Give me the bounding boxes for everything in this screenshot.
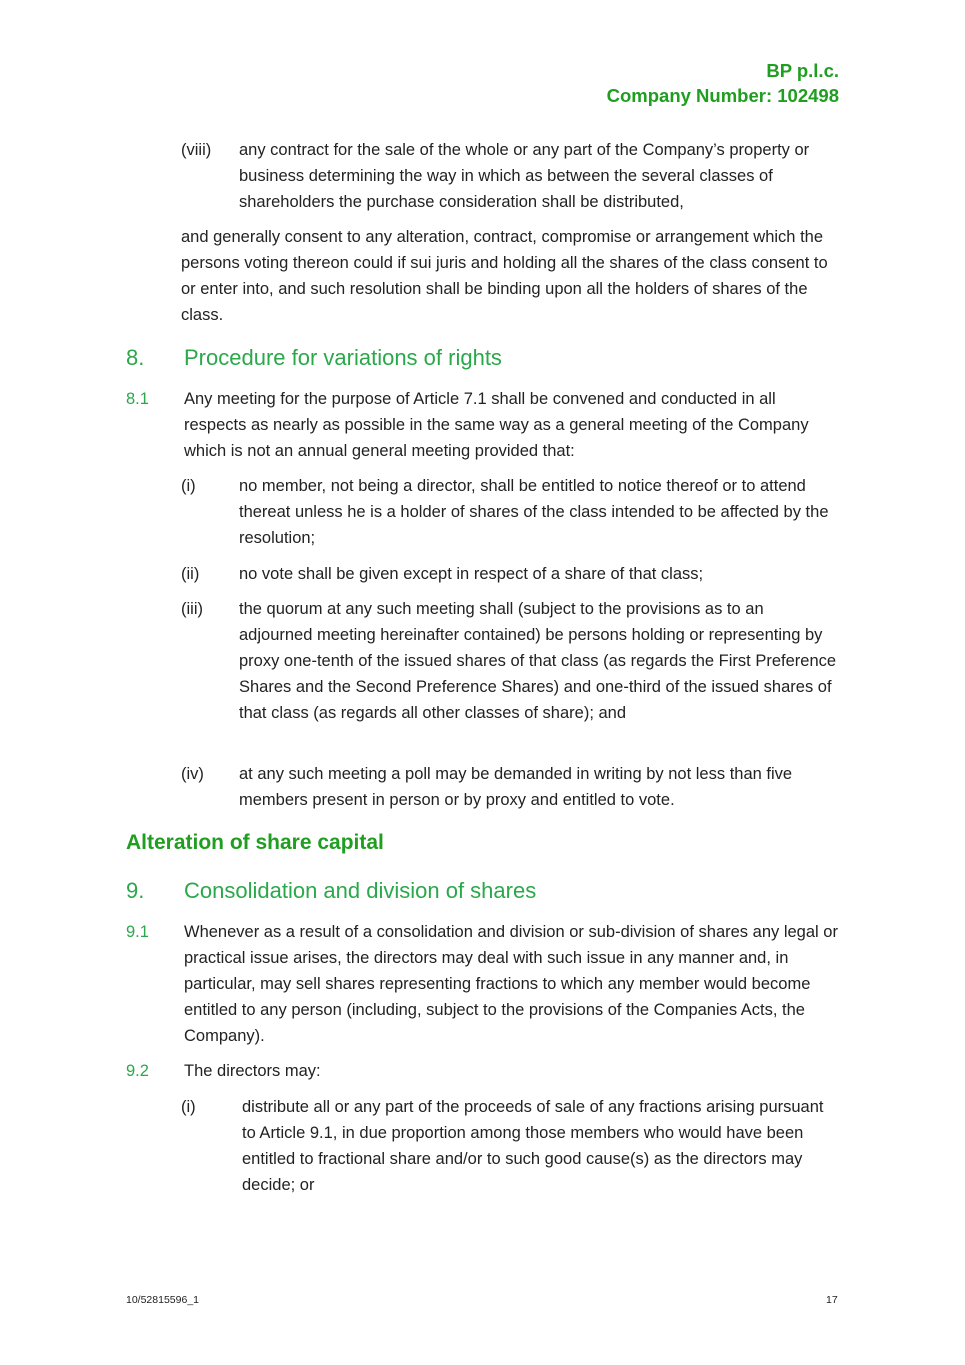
part-heading: Alteration of share capital xyxy=(126,831,384,854)
page-header xyxy=(607,58,839,108)
document-reference: 10/52815596_1 xyxy=(126,1294,199,1306)
item-label: (iii) xyxy=(181,600,203,618)
section-number: 9. xyxy=(126,878,145,903)
clause-number: 9.2 xyxy=(126,1062,149,1080)
item-label: (viii) xyxy=(181,141,212,159)
clause-text: The directors may: xyxy=(184,1062,321,1080)
clause-text: Whenever as a result of a consolidation and division or sub-division of shares any legal or practical issue arises, the directors may deal with such issue in any manner and, in particular, may sell shares representing fractions to which any member would become entitled to any person (including, subject to the provisions of the Companies Acts, the Company). xyxy=(184,923,838,1045)
item-text: any contract for the sale of the whole or any part of the Company’s property or business determining the way in which as between the several classes of shareholders the purchase consideration shall be distributed, xyxy=(239,141,810,211)
clause-number: 8.1 xyxy=(126,390,149,408)
company-name: BP p.l.c. xyxy=(766,60,839,81)
section-title: Consolidation and division of shares xyxy=(184,878,537,903)
item-label: (i) xyxy=(181,477,196,495)
item-text: at any such meeting a poll may be demanded in writing by not less than five members present in person or by proxy and entitled to vote. xyxy=(239,765,793,809)
closing-paragraph: and generally consent to any alteration, contract, compromise or arrangement which the persons voting thereon could if sui juris and holding all the shares of the class consent to or enter into, and such resolution shall be binding upon all the holders of shares of the class. xyxy=(181,228,828,324)
item-text: no member, not being a director, shall be entitled to notice thereof or to attend thereat unless he is a holder of shares of the class intended to be affected by the resolution; xyxy=(239,477,829,547)
item-label: (iv) xyxy=(181,765,204,783)
clause-text: Any meeting for the purpose of Article 7.1 shall be convened and conducted in all respects as nearly as possible in the same way as a general meeting of the Company which is not an annual general meeting provided that: xyxy=(184,390,809,460)
item-label: (ii) xyxy=(181,565,200,583)
item-text: no vote shall be given except in respect of a share of that class; xyxy=(239,565,704,583)
section-title: Procedure for variations of rights xyxy=(184,345,502,370)
item-text: the quorum at any such meeting shall (subject to the provisions as to an adjourned meeting hereinafter contained) be persons holding or representing by proxy one-tenth of the issued shares of that class (as regards the First Preference Shares and the Second Preference Shares) and one-third of the issued shares of that class (as regards all other classes of share); and xyxy=(239,600,837,722)
clause-number: 9.1 xyxy=(126,923,149,941)
item-text: distribute all or any part of the proceeds of sale of any fractions arising pursuant to Article 9.1, in due proportion among those members who would have been entitled to fractional share and/or to such good cause(s) as the directors may decide; or xyxy=(242,1098,824,1194)
page-number: 17 xyxy=(826,1294,838,1306)
item-label: (i) xyxy=(181,1098,196,1116)
company-number: Company Number: 102498 xyxy=(606,85,839,106)
section-number: 8. xyxy=(126,345,145,370)
